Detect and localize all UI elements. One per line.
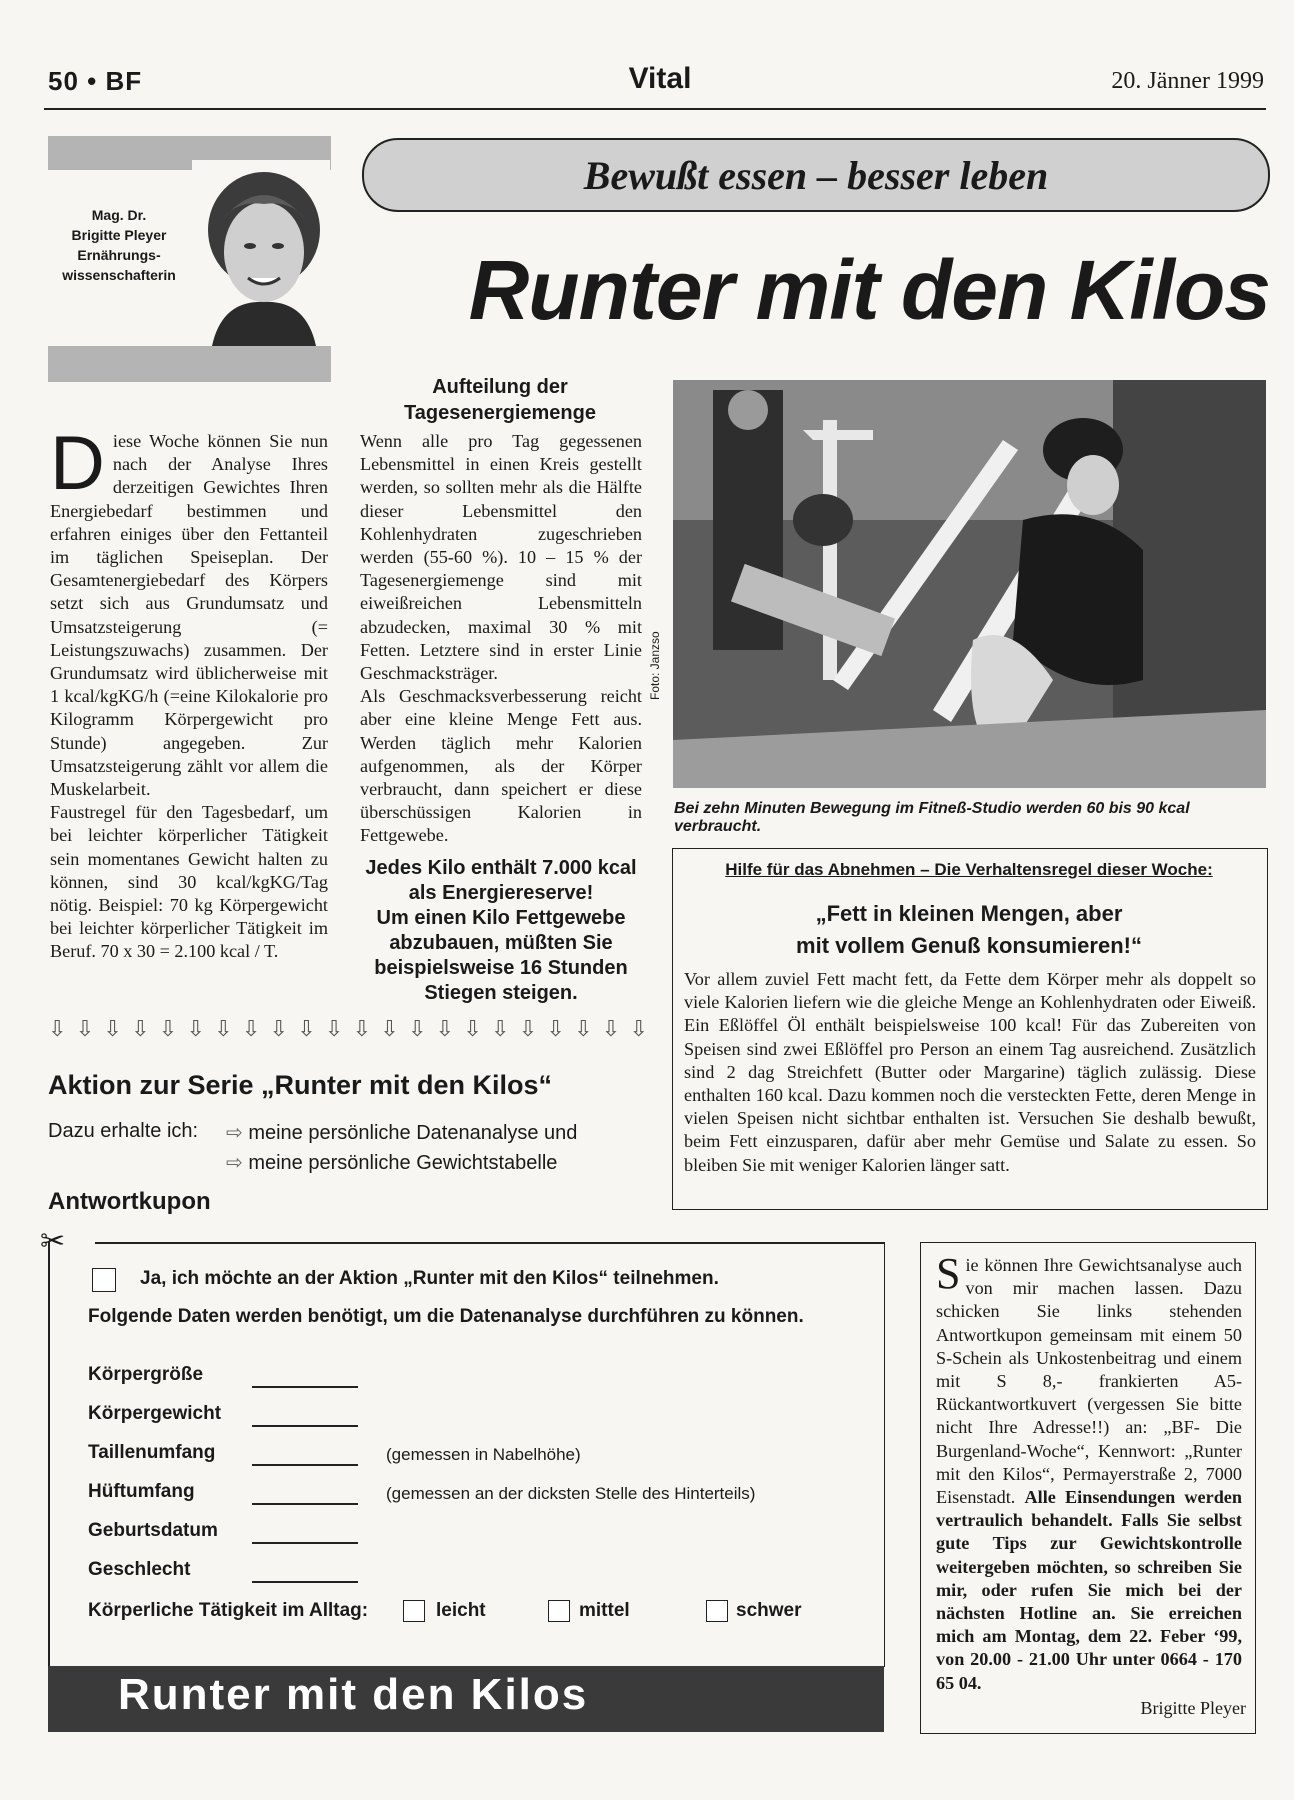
callout-line2: als Energiereserve!	[408, 882, 594, 904]
scissors-icon: ✂	[40, 1225, 66, 1258]
col1-paragraph-2: Faustregel für den Tagesbedarf, um bei leichter körperlicher Tätigkeit sein momentanes Gewicht halten zu können, sind 30 kcal/kgKG/Tag nötig. Beispiel: 70 kg Körpergewicht bei leichter körperlicher Tätigkeit im Beruf. 70 x 30 = 2.100 kcal / T.	[50, 802, 328, 962]
rule-quote	[672, 898, 1266, 962]
info-text	[936, 1249, 1242, 1695]
field-input-birthdate[interactable]	[252, 1542, 358, 1544]
data-needed-text: Folgende Daten werden benötigt, um die Datenanalyse durchführen zu können.	[88, 1306, 804, 1327]
coupon-title: Antwortkupon	[48, 1188, 211, 1215]
down-arrow-icon: ⇩	[601, 1016, 621, 1041]
article-column-2	[360, 430, 642, 848]
right-arrow-icon: ⇨	[226, 1122, 243, 1144]
author-name-line1: Mag. Dr.	[91, 207, 147, 223]
author-info	[56, 205, 182, 285]
down-arrow-icon: ⇩	[324, 1016, 344, 1041]
down-arrow-icon: ⇩	[48, 1016, 67, 1041]
section-title: Vital	[628, 62, 692, 95]
activity-checkbox-medium[interactable]	[548, 1600, 570, 1622]
rule-quote-line2: mit vollem Genuß konsumieren!“	[796, 933, 1142, 958]
down-arrow-icon: ⇩	[574, 1016, 593, 1041]
col2-paragraph-1: Wenn alle pro Tag gegessenen Lebensmittel in einen Kreis gestellt werden, so sollten mehr als die Hälfte dieser Lebensmittel den Kohlenhydraten zugeschrieben werden (55-60 %). 10 – 15 % der Tagesenergiemenge sind mit eiweißreichen Lebensmitteln abzudecken, maximal 30 % mit Fetten. Letztere sind in erster Linie Geschmacksträger.	[360, 431, 642, 684]
rule-body: Vor allem zuviel Fett macht fett, da Fette dem Körper mehr als doppelt so viele Kalorien liefern wie die gleiche Menge an Kohlenhydraten oder Eiweiß. Ein Eßlöffel Öl enthält beispielsweise 100 kcal! Für das Zubereiten von Speisen sind zwei Eßlöffel pro Person an einem Tag ausreichend. Zusätzlich sind 2 dag Streichfett (Butter oder Margarine) täglich zulässig. Diese enthalten 160 kcal. Dazu kommen noch die versteckten Fette, deren Menge in vielen Speisen nicht sichtbar enthalten ist. Versuchen Sie deshalb bewußt, beim Fett einzusparen, dafür aber mehr Gemüse und Salate zu essen. So bleiben Sie mit weniger Kalorien länger satt.	[684, 969, 1256, 1175]
callout-line4: abzubauen, müßten Sie	[389, 932, 613, 954]
down-arrow-icon: ⇩	[463, 1016, 482, 1041]
down-arrow-icon: ⇩	[131, 1016, 150, 1041]
down-arrow-icon: ⇩	[186, 1016, 205, 1041]
callout-line1: Jedes Kilo enthält 7.000 kcal	[365, 857, 637, 879]
col2-title	[360, 374, 640, 426]
field-input-sex[interactable]	[252, 1581, 358, 1583]
info-dropcap: S	[936, 1249, 961, 1298]
activity-option-light: leicht	[436, 1600, 486, 1621]
action-title: Aktion zur Serie „Runter mit den Kilos“	[48, 1070, 553, 1100]
participate-checkbox[interactable]	[92, 1268, 116, 1292]
field-input-weight[interactable]	[252, 1425, 358, 1427]
down-arrow-icon: ⇩	[546, 1016, 565, 1041]
field-label-birthdate: Geburtsdatum	[88, 1520, 218, 1541]
col1-paragraph-1: iese Woche können Sie nun nach der Analyse Ihres derzeitigen Gewichtes Ihren Energiebedarf bestimmen und erfahren einiges über den Fettanteil im täglichen Speiseplan. Der Gesamtenergiebedarf des Körpers setzt sich aus Grundumsatz und Umsatzsteigerung (= Leistungszuwachs) zusammen. Der Grundumsatz wird üblicherweise mit 1 kcal/kgKG/h (=eine Kilokalorie pro Kilogramm Körpergewicht pro Stunde) angegeben. Zur Umsatzsteigerung zählt vor allem die Muskelarbeit.	[50, 431, 328, 800]
action-item-data-analysis	[226, 1120, 577, 1145]
field-input-waist[interactable]	[252, 1464, 358, 1466]
down-arrow-icon: ⇩	[103, 1016, 122, 1041]
field-label-weight: Körpergewicht	[88, 1403, 222, 1424]
rule-title: Hilfe für das Abnehmen – Die Verhaltensregel dieser Woche:	[725, 860, 1213, 879]
col2-title-line1: Aufteilung der	[432, 376, 568, 398]
series-banner: Bewußt essen – besser leben	[362, 138, 1270, 212]
field-label-waist: Taillenumfang	[88, 1442, 216, 1463]
down-arrow-icon: ⇩	[75, 1016, 95, 1041]
author-portrait-image	[192, 160, 330, 346]
action-label: Dazu erhalte ich:	[48, 1120, 199, 1142]
page-number: 50 • BF	[48, 66, 143, 96]
down-arrow-icon: ⇩	[435, 1016, 455, 1041]
photo-credit: Foto: Janzso	[648, 631, 662, 700]
author-role-line1: Ernährungs-	[77, 247, 161, 263]
issue-date: 20. Jänner 1999	[1111, 68, 1264, 94]
rule-quote-line1: „Fett in kleinen Mengen, aber	[815, 901, 1123, 926]
callout-line5: beispielsweise 16 Stunden	[374, 957, 628, 979]
down-arrow-icon: ⇩	[352, 1016, 371, 1041]
footer-title: Runter mit den Kilos	[118, 1670, 589, 1719]
down-arrow-icon: ⇩	[518, 1016, 538, 1041]
author-name-line2: Brigitte Pleyer	[71, 227, 167, 243]
down-arrow-icon: ⇩	[158, 1016, 178, 1041]
photo-caption: Bei zehn Minuten Bewegung im Fitneß-Studio werden 60 bis 90 kcal verbraucht.	[674, 800, 1190, 835]
right-arrow-icon: ⇨	[226, 1152, 243, 1174]
activity-checkbox-heavy[interactable]	[706, 1600, 728, 1622]
col2-title-line2: Tagesenergiemenge	[404, 402, 596, 424]
field-label-height: Körpergröße	[88, 1364, 204, 1385]
down-arrow-icon: ⇩	[380, 1016, 399, 1041]
col2-callout	[360, 856, 642, 1006]
field-label-sex: Geschlecht	[88, 1559, 191, 1580]
action-item1-text: meine persönliche Datenanalyse und	[248, 1122, 578, 1144]
field-input-height[interactable]	[252, 1386, 358, 1388]
field-input-hip[interactable]	[252, 1503, 358, 1505]
participate-label: Ja, ich möchte an der Aktion „Runter mit den Kilos“ teilnehmen.	[140, 1268, 719, 1289]
info-signature: Brigitte Pleyer	[1140, 1698, 1246, 1718]
headline: Runter mit den Kilos	[468, 243, 1270, 337]
down-arrow-icon: ⇩	[407, 1016, 427, 1041]
field-label-hip: Hüftumfang	[88, 1481, 195, 1502]
down-arrow-icon: ⇩	[491, 1016, 510, 1041]
activity-checkbox-light[interactable]	[403, 1600, 425, 1622]
action-item-weight-table	[226, 1150, 557, 1175]
callout-line6: Stiegen steigen.	[424, 982, 578, 1004]
down-arrow-icon: ⇩	[214, 1016, 233, 1041]
field-hint-hip: (gemessen an der dicksten Stelle des Hinterteils)	[386, 1484, 756, 1503]
coupon-cut-line	[95, 1242, 884, 1244]
info-text-bold: Alle Einsendungen werden vertraulich behandelt. Falls Sie selbst gute Tips zur Gewichtskontrolle weitergeben möchten, so schreiben Sie mir, oder rufen Sie mich bei der nächsten Hotline an. Sie erreichen mich am Montag, dem 22. Feber ‘99, von 20.00 - 21.00 Uhr unter 0664 - 170 65 04.	[936, 1487, 1242, 1693]
dropcap: D	[50, 421, 105, 506]
down-arrow-icon: ⇩	[297, 1016, 316, 1041]
fitness-studio-photo	[673, 380, 1266, 788]
info-text-normal: ie können Ihre Gewichtsanalyse auch von mir machen lassen. Dazu schicken Sie links stehenden Antwortkupon gemeinsam mit einem 50 S-Schein als Unkostenbeitrag und einem mit S 8,- frankierten A5-Rückantwortkuvert (vergessen Sie bitte nicht Ihre Adresse!!) an: „BF- Die Burgenland-Woche“, Kennwort: „Runter mit den Kilos“, Permayerstraße 2, 7000 Eisenstadt.	[936, 1255, 1242, 1508]
author-role-line2: wissenschafterin	[62, 267, 176, 283]
activity-label: Körperliche Tätigkeit im Alltag:	[88, 1600, 369, 1621]
field-hint-waist: (gemessen in Nabelhöhe)	[386, 1445, 581, 1464]
header-rule	[44, 108, 1266, 110]
coupon-cut-line-left	[48, 1242, 50, 1666]
arrow-divider-row	[48, 1016, 648, 1042]
activity-option-medium: mittel	[579, 1600, 630, 1621]
article-column-1	[50, 421, 328, 964]
action-item2-text: meine persönliche Gewichtstabelle	[248, 1152, 558, 1174]
down-arrow-icon: ⇩	[269, 1016, 288, 1041]
down-arrow-icon: ⇩	[629, 1016, 648, 1041]
activity-option-heavy: schwer	[736, 1600, 802, 1621]
callout-line3: Um einen Kilo Fettgewebe	[376, 907, 626, 929]
col2-paragraph-2: Als Geschmacksverbesserung reicht aber eine kleine Menge Fett aus. Werden täglich mehr Kalorien aufgenommen, als der Körper verbraucht, dann speichert er diese überschüssigen Kalorien in Fettgewebe.	[360, 686, 642, 846]
down-arrow-icon: ⇩	[241, 1016, 261, 1041]
